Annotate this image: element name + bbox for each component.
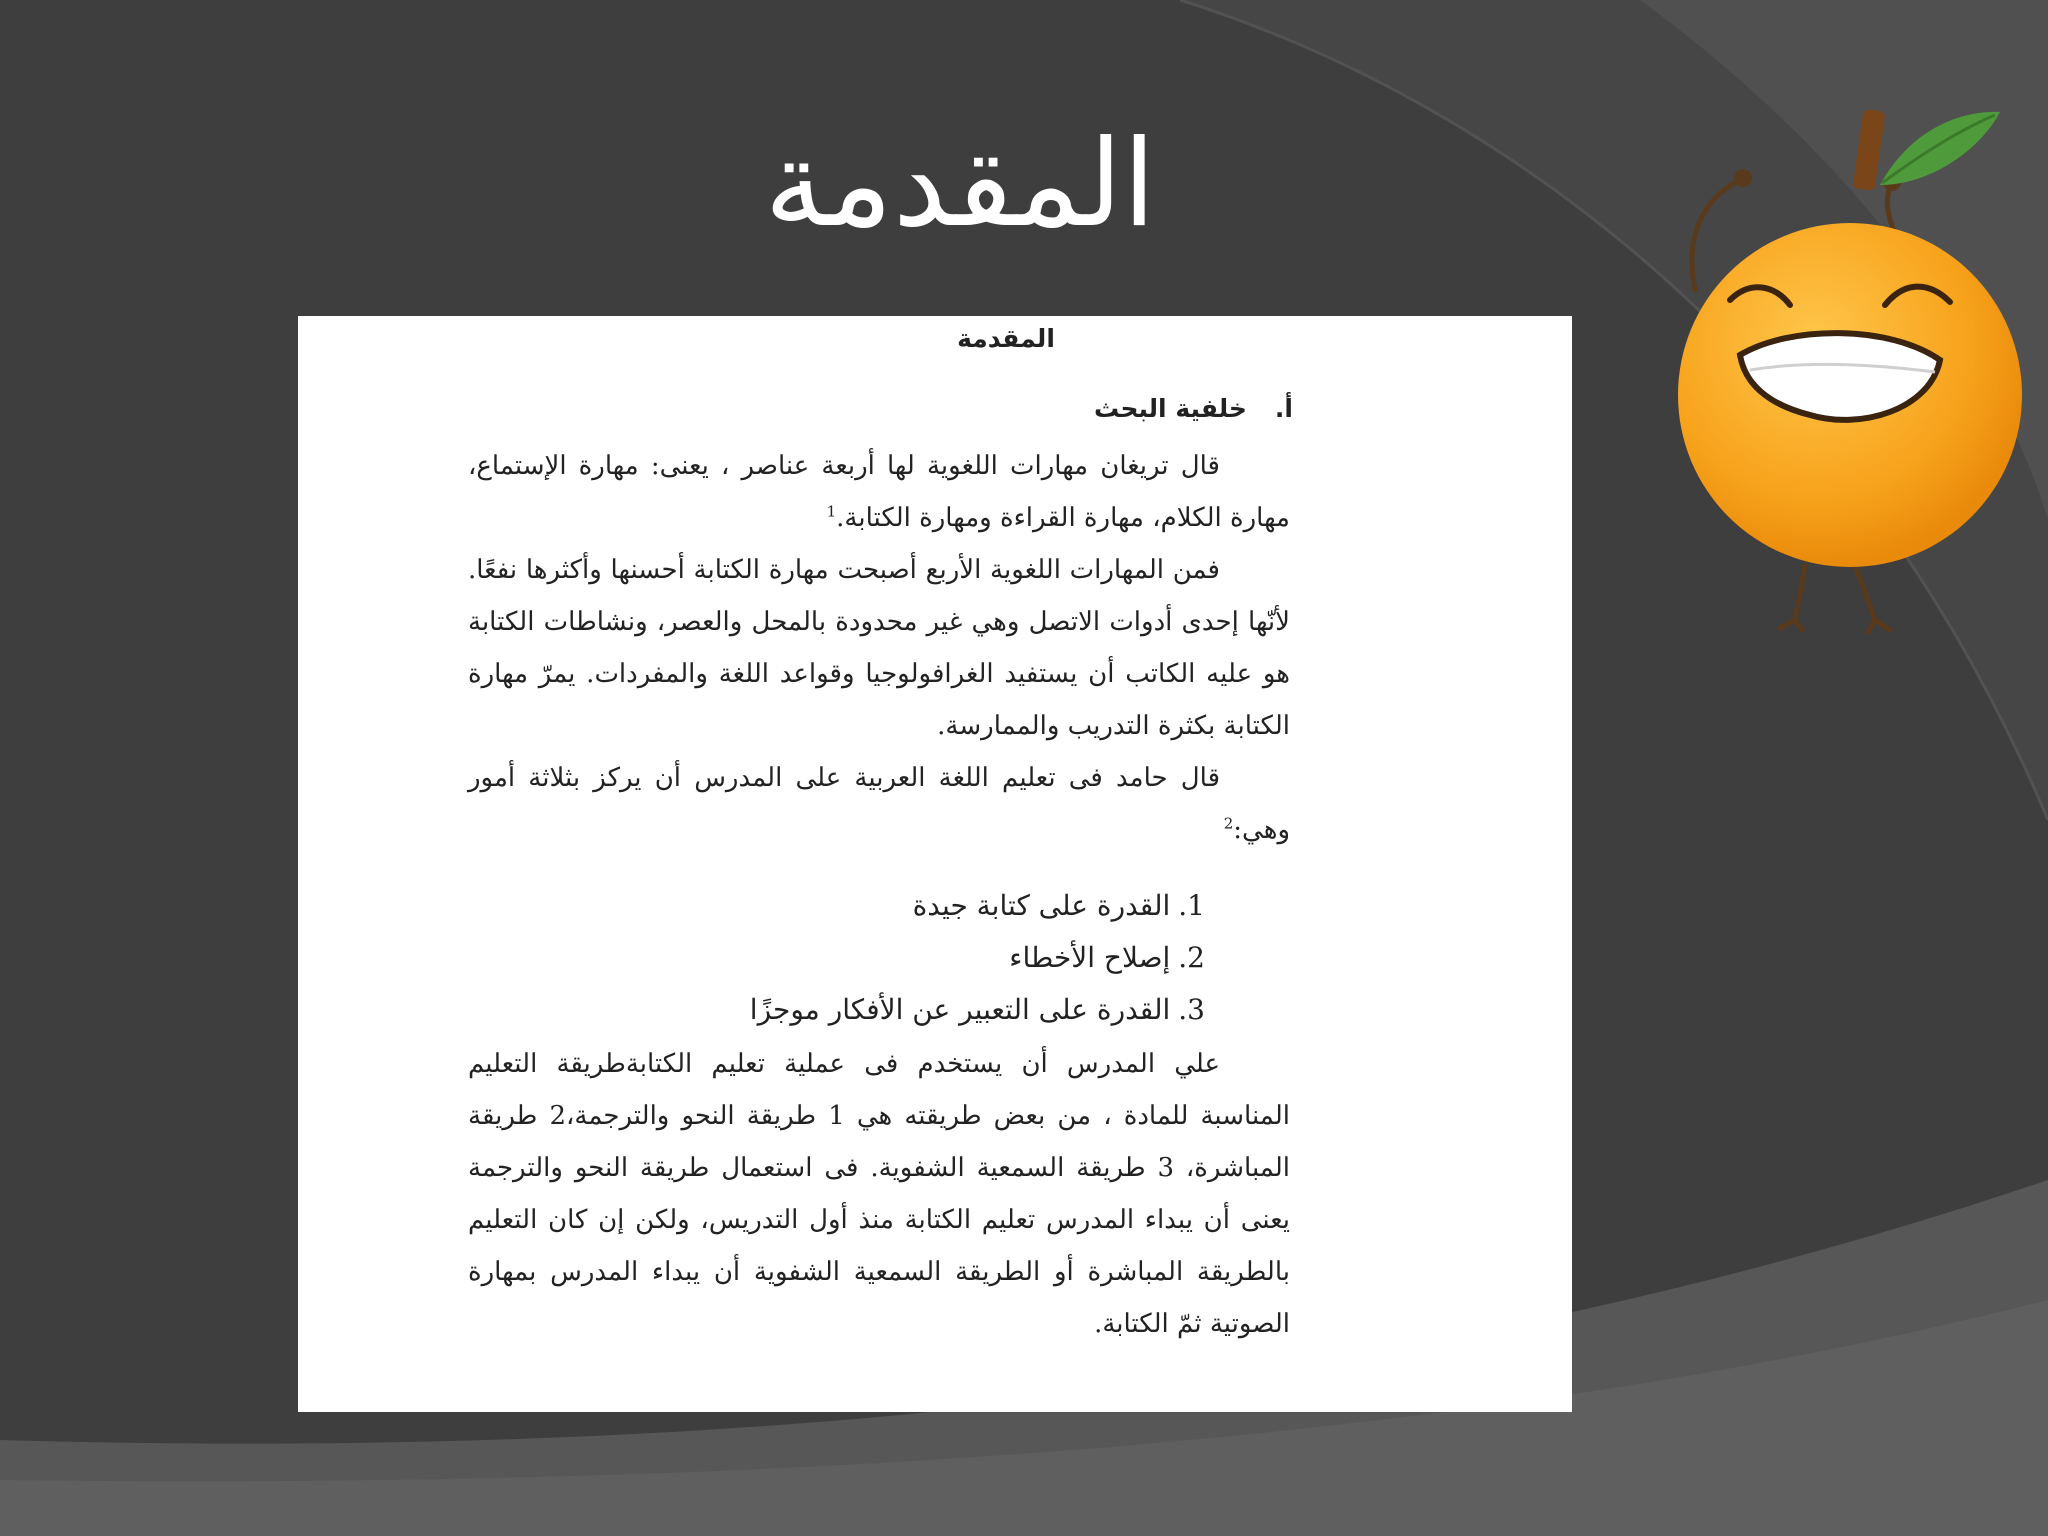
numbered-list: [750, 880, 1205, 1036]
list-item-text: القدرة على كتابة جيدة: [912, 889, 1171, 922]
section-title: خلفية البحث: [1093, 394, 1247, 423]
mascot-stem: [1853, 110, 1886, 191]
list-item-number: 3.: [1178, 993, 1205, 1026]
mascot-left-hand: [1734, 169, 1752, 187]
paragraph-3-text: قال حامد فى تعليم اللغة العربية على المدرس أن يركز بثلاثة أمور وهي:: [468, 763, 1290, 845]
list-item-text: القدرة على التعبير عن الأفكار موجزًا: [749, 993, 1171, 1026]
footnote-ref-2: 2: [1223, 814, 1234, 833]
paragraph-2: فمن المهارات اللغوية الأربع أصبحت مهارة الكتابة أحسنها وأكثرها نفعًا. لأنّها إحدى أدوات الاتصل وهي غير محدودة بالمحل والعصر، ونشاطات الكتابة هو عليه الكاتب أن يستفيد الغرافولوجيا وقواعد اللغة والمفردات. يمرّ مهارة الكتابة بكثرة التدريب والممارسة.: [468, 555, 1290, 741]
list-item-number: 2.: [1178, 941, 1205, 974]
section-heading: [1094, 394, 1293, 423]
footnote-ref-1: 1: [826, 502, 837, 521]
paragraph-3: [468, 752, 1290, 856]
mascot-leaf: [1880, 112, 2000, 185]
section-marker: أ.: [1274, 394, 1293, 423]
paragraph-4: علي المدرس أن يستخدم فى عملية تعليم الكتابةطريقة التعليم المناسبة للمادة ، من بعض طريقته هي 1 طريقة النحو والترجمة،2 طريقة المباشرة، 3 طريقة السمعية الشفوية. فى استعمال طريقة النحو والترجمة يعنى أن يبداء المدرس تعليم الكتابة منذ أول التدريس، ولكن إن كان التعليم بالطريقة المباشرة أو الطريقة السمعية الشفوية أن يبداء المدرس بمهارة الصوتية ثمّ الكتابة.: [468, 1049, 1290, 1339]
paragraph-1-text: قال تريغان مهارات اللغوية لها أربعة عناصر ، يعنى: مهارة الإستماع، مهارة الكلام، مهارة القراءة ومهارة الكتابة.: [468, 451, 1290, 533]
paragraph-1: [468, 440, 1290, 544]
mascot-left-leg: [1780, 565, 1805, 630]
list-item-number: 1.: [1178, 889, 1205, 922]
slide-title: المقدمة: [764, 115, 1156, 254]
list-item: [750, 880, 1205, 932]
document-heading: المقدمة: [957, 324, 1055, 353]
laughing-orange-icon: [1590, 110, 2048, 670]
list-item: [750, 984, 1205, 1036]
mascot-right-leg: [1855, 565, 1890, 632]
list-item: [750, 932, 1205, 984]
list-item-text: إصلاح الأخطاء: [1009, 941, 1171, 974]
document-body: [468, 316, 1598, 1412]
document-scan: [298, 316, 1572, 1412]
